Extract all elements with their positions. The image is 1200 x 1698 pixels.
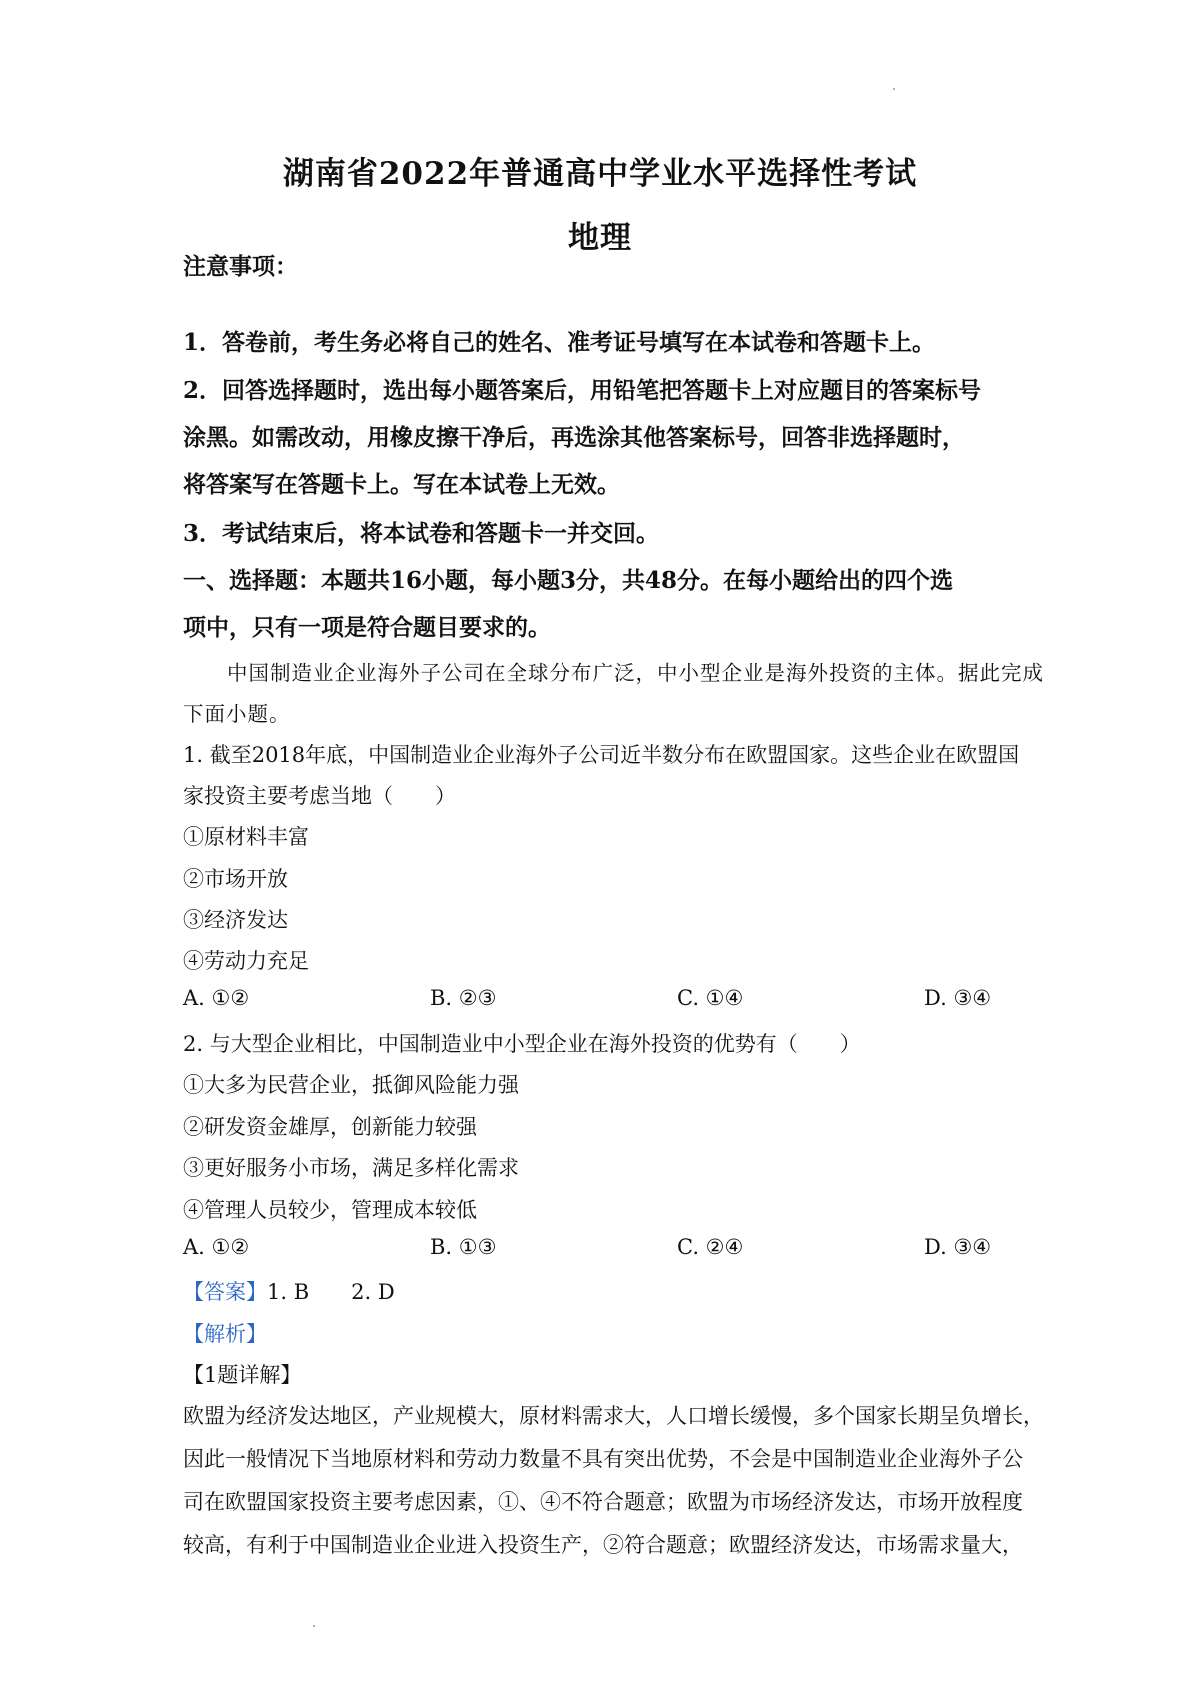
note-item-2-line-3: 将答案写在答题卡上。写在本试卷上无效。 (183, 471, 620, 498)
scan-dot (313, 1625, 315, 1627)
q1-item: ②市场开放 (183, 867, 288, 891)
analysis-line: 较高，有利于中国制造业企业进入投资生产，②符合题意；欧盟经济发达，市场需求量大， (183, 1533, 1023, 1557)
q2-item: ③更好服务小市场，满足多样化需求 (183, 1156, 519, 1180)
note-item-1: 1．答卷前，考生务必将自己的姓名、准考证号填写在本试卷和答题卡上。 (183, 329, 936, 356)
scan-dot (893, 88, 895, 90)
q2-option-b: B. ①③ (430, 1235, 497, 1259)
intro-line-2: 下面小题。 (183, 702, 291, 726)
section-heading-line-2: 项中，只有一项是符合题目要求的。 (183, 614, 551, 641)
q1-option-a: A. ①② (183, 986, 250, 1010)
answer-line (183, 1276, 395, 1306)
q2-stem: 2. 与大型企业相比，中国制造业中小型企业在海外投资的优势有（ ） (183, 1032, 861, 1056)
notes-heading: 注意事项： (183, 253, 298, 280)
q2-item: ②研发资金雄厚，创新能力较强 (183, 1115, 477, 1139)
note-item-2-line-2: 涂黑。如需改动，用橡皮擦干净后，再选涂其他答案标号，回答非选择题时， (183, 424, 965, 451)
detail-heading: 【1题详解】 (183, 1363, 302, 1387)
q1-stem-line-1: 1. 截至2018年底，中国制造业企业海外子公司近半数分布在欧盟国家。这些企业在欧盟国 (183, 743, 1020, 767)
q1-option-b: B. ②③ (430, 986, 497, 1010)
q1-stem-line-2: 家投资主要考虑当地（ ） (183, 784, 456, 808)
answer-2: 2. D (351, 1280, 395, 1304)
q2-option-a: A. ①② (183, 1235, 250, 1259)
answer-1: 1. B (267, 1280, 310, 1304)
analysis-line: 司在欧盟国家投资主要考虑因素，①、④不符合题意；欧盟为市场经济发达，市场开放程度 (183, 1490, 1023, 1514)
note-item-3: 3．考试结束后，将本试卷和答题卡一并交回。 (183, 520, 660, 547)
q2-item: ④管理人员较少，管理成本较低 (183, 1198, 477, 1222)
analysis-line: 因此一般情况下当地原材料和劳动力数量不具有突出优势，不会是中国制造业企业海外子公 (183, 1447, 1023, 1471)
q1-item: ①原材料丰富 (183, 825, 309, 849)
section-heading-line-1: 一、选择题：本题共16小题，每小题3分，共48分。在每小题给出的四个选 (183, 567, 954, 594)
q1-option-d: D. ③④ (924, 986, 992, 1010)
q1-item: ④劳动力充足 (183, 949, 309, 973)
q2-item: ①大多为民营企业，抵御风险能力强 (183, 1073, 519, 1097)
analysis-line: 欧盟为经济发达地区，产业规模大，原材料需求大，人口增长缓慢，多个国家长期呈负增长， (183, 1404, 1044, 1428)
subject-title: 地理 (568, 220, 632, 256)
note-item-2-line-1: 2．回答选择题时，选出每小题答案后，用铅笔把答题卡上对应题目的答案标号 (183, 377, 982, 404)
exam-title: 湖南省2022年普通高中学业水平选择性考试 (282, 156, 918, 192)
q1-option-c: C. ①④ (677, 986, 744, 1010)
q2-option-c: C. ②④ (677, 1235, 744, 1259)
answer-tag: 【答案】 (183, 1280, 267, 1304)
q1-item: ③经济发达 (183, 908, 288, 932)
q2-option-d: D. ③④ (924, 1235, 992, 1259)
intro-line-1: 中国制造业企业海外子公司在全球分布广泛，中小型企业是海外投资的主体。据此完成 (227, 661, 1044, 685)
analysis-tag: 【解析】 (183, 1322, 267, 1346)
